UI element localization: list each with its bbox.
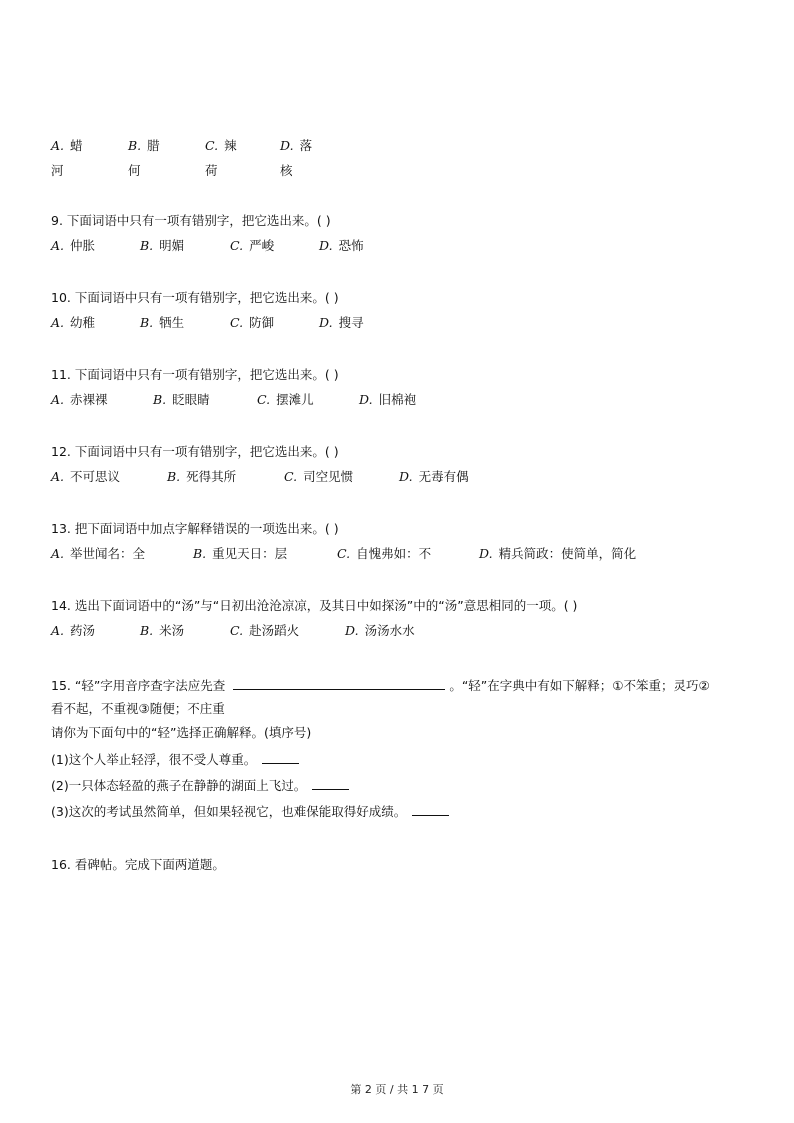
q15-sub3 (51, 803, 449, 820)
q11-option-b-letter: B. (153, 392, 167, 407)
q9-option-b-text: 明媚 (159, 238, 185, 253)
q8-option-a-bottom: 河 (51, 163, 64, 178)
q8-option-c[interactable] (205, 138, 237, 154)
q16-stem: 16. 看碑帖。完成下面两道题。 (51, 857, 225, 872)
q14-option-c-text: 赴汤蹈火 (249, 623, 300, 638)
q8-option-b-letter: B. (128, 138, 142, 153)
q14-option-d-text: 汤汤水水 (364, 623, 415, 638)
q13-option-c-text: 自愧弗如：不 (356, 546, 432, 561)
q12-option-b-letter: B. (167, 469, 181, 484)
q10-option-c-letter: C. (230, 315, 244, 330)
q10-option-a[interactable] (51, 315, 95, 331)
q12-stem: 12. 下面词语中只有一项有错别字，把它选出来。( ) (51, 444, 339, 459)
q8-option-d-top: 落 (299, 138, 313, 153)
q13-stem: 13. 把下面词语中加点字解释错误的一项选出来。( ) (51, 521, 339, 536)
q11-option-b[interactable] (153, 392, 210, 408)
q13-option-a-text: 举世闻名：全 (70, 546, 146, 561)
q11-option-a-letter: A. (51, 392, 65, 407)
q12-option-d-letter: D. (399, 469, 413, 484)
q13-option-d-letter: D. (479, 546, 493, 561)
q13-option-b-letter: B. (193, 546, 207, 561)
q15-sub2 (51, 777, 349, 794)
q14-option-a-letter: A. (51, 623, 65, 638)
q8-option-b-bottom: 何 (128, 163, 141, 178)
q14-option-b-text: 米汤 (159, 623, 185, 638)
page-footer: 第 2 页 / 共 1 7 页 (350, 1083, 444, 1096)
q12-option-c[interactable] (284, 469, 353, 485)
q15-sub1 (51, 751, 299, 768)
q10-option-c-text: 防御 (249, 315, 275, 330)
q9-option-c[interactable] (230, 238, 274, 254)
q13-option-c-letter: C. (337, 546, 351, 561)
q9-option-d-text: 恐怖 (338, 238, 364, 253)
q11-option-d-text: 旧棉袍 (378, 392, 417, 407)
q11-stem: 11. 下面词语中只有一项有错别字，把它选出来。( ) (51, 367, 339, 382)
q12-option-c-letter: C. (284, 469, 298, 484)
q10-option-c[interactable] (230, 315, 274, 331)
q11-option-c[interactable] (257, 392, 314, 408)
q12-option-a-text: 不可思议 (70, 469, 121, 484)
q13-option-c[interactable] (337, 546, 431, 562)
q15-sub3-answer-blank[interactable] (412, 803, 449, 816)
q10-option-a-letter: A. (51, 315, 65, 330)
q10-option-b-text: 牺生 (159, 315, 185, 330)
q15-instruction: 请你为下面句中的“轻”选择正确解释。(填序号) (51, 725, 312, 740)
q11-option-c-letter: C. (257, 392, 271, 407)
q13-option-a-letter: A. (51, 546, 65, 561)
q14-option-d-letter: D. (345, 623, 359, 638)
q12-option-a-letter: A. (51, 469, 65, 484)
q10-option-d-text: 搜寻 (338, 315, 364, 330)
q8-option-a-letter: A. (51, 138, 65, 153)
q9-option-b[interactable] (140, 238, 184, 254)
q9-option-d[interactable] (319, 238, 364, 254)
q13-option-d-text: 精兵简政：使简单，简化 (498, 546, 637, 561)
q14-option-d[interactable] (345, 623, 415, 639)
q14-option-c[interactable] (230, 623, 299, 639)
q9-option-a[interactable] (51, 238, 95, 254)
q10-option-b-letter: B. (140, 315, 154, 330)
q10-option-a-text: 幼稚 (70, 315, 96, 330)
q13-option-d[interactable] (479, 546, 636, 562)
q15-sub2-text: (2)一只体态轻盈的燕子在静静的湖面上飞过。 (51, 778, 307, 793)
q15-stem-part1: 15. “轻”字用音序查字法应先查 (51, 678, 226, 693)
q12-option-d[interactable] (399, 469, 469, 485)
q12-option-b[interactable] (167, 469, 236, 485)
q15-stem-line2: 看不起，不重视③随便；不庄重 (51, 701, 225, 716)
q15-stem-part2: 。“轻”在字典中有如下解释；①不笨重；灵巧② (449, 678, 710, 693)
q10-option-b[interactable] (140, 315, 184, 331)
q12-option-d-text: 无毒有偶 (418, 469, 469, 484)
q8-option-b-top: 腊 (147, 138, 160, 153)
q15-sub1-text: (1)这个人举止轻浮，很不受人尊重。 (51, 752, 257, 767)
q13-option-a[interactable] (51, 546, 145, 562)
q11-option-a[interactable] (51, 392, 108, 408)
q8-option-a[interactable] (51, 138, 83, 154)
q14-option-a[interactable] (51, 623, 95, 639)
q12-option-b-text: 死得其所 (186, 469, 237, 484)
q11-option-b-text: 眨眼睛 (172, 392, 210, 407)
q8-option-d-letter: D. (280, 138, 294, 153)
q9-option-b-letter: B. (140, 238, 154, 253)
q8-option-c-letter: C. (205, 138, 219, 153)
q11-option-d-letter: D. (359, 392, 373, 407)
q14-option-a-text: 药汤 (70, 623, 96, 638)
q14-stem: 14. 选出下面词语中的“汤”与“日初出沧沧凉凉，及其日中如探汤”中的“汤”意思相同的一项。( ) (51, 598, 578, 613)
q8-option-d-bottom: 核 (280, 163, 293, 178)
q14-option-b[interactable] (140, 623, 184, 639)
q15-sub3-text: (3)这次的考试虽然简单，但如果轻视它，也难保能取得好成绩。 (51, 804, 407, 819)
q9-option-c-letter: C. (230, 238, 244, 253)
q10-option-d[interactable] (319, 315, 364, 331)
q8-option-b[interactable] (128, 138, 160, 154)
q11-option-d[interactable] (359, 392, 416, 408)
q8-option-d[interactable] (280, 138, 312, 154)
q13-option-b-text: 重见天日：层 (212, 546, 288, 561)
q11-option-a-text: 赤裸裸 (70, 392, 108, 407)
q15-stem-line1 (51, 677, 710, 694)
q10-stem: 10. 下面词语中只有一项有错别字，把它选出来。( ) (51, 290, 339, 305)
q14-option-b-letter: B. (140, 623, 154, 638)
q15-answer-blank-main[interactable] (233, 677, 445, 690)
q10-option-d-letter: D. (319, 315, 333, 330)
q9-option-c-text: 严峻 (249, 238, 275, 253)
q9-stem: 9. 下面词语中只有一项有错别字，把它选出来。( ) (51, 213, 331, 228)
q12-option-c-text: 司空见惯 (303, 469, 354, 484)
q15-sub1-answer-blank[interactable] (262, 751, 299, 764)
q9-option-a-text: 仲胀 (70, 238, 96, 253)
q9-option-d-letter: D. (319, 238, 333, 253)
q13-option-b[interactable] (193, 546, 287, 562)
q8-option-a-top: 蜡 (70, 138, 83, 153)
q8-option-c-bottom: 荷 (205, 163, 218, 178)
q14-option-c-letter: C. (230, 623, 244, 638)
q15-sub2-answer-blank[interactable] (312, 777, 349, 790)
q8-option-c-top: 辣 (224, 138, 237, 153)
q11-option-c-text: 摆滩儿 (276, 392, 314, 407)
q12-option-a[interactable] (51, 469, 120, 485)
q9-option-a-letter: A. (51, 238, 65, 253)
